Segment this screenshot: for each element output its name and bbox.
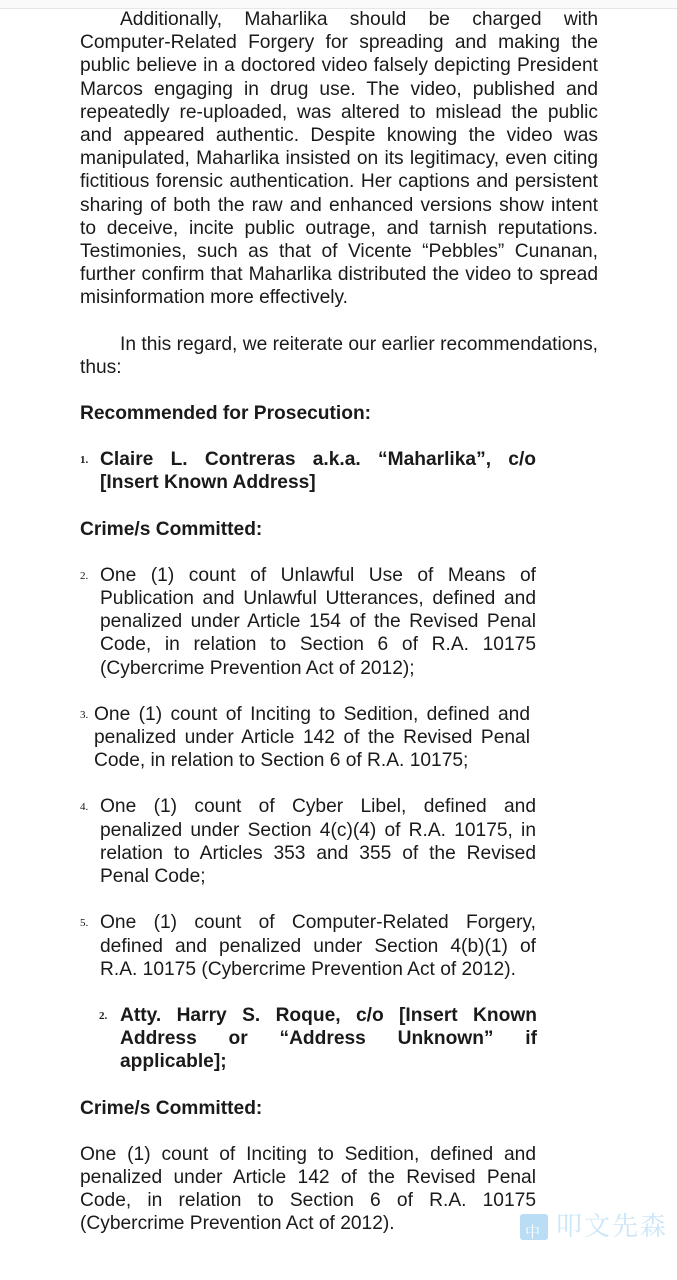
reiterate-paragraph: In this regard, we reiterate our earlier recommendations, thus: [80,333,598,378]
respondent-name: Claire L. Contreras a.k.a. “Maharlika”, c/o [Insert Known Address] [100,449,536,494]
crime-text: One (1) count of Inciting to Sedition, defined and penalized under Article 142 of the Revised Penal Code, in relation to Section 6 of R.A. 10175; [94,703,530,772]
forgery-paragraph: Additionally, Maharlika should be charged with Computer-Related Forgery for spreading and making the public believe in a doctored video falsely depicting President Marcos engaging in drug use. The video, published and repeatedly re-uploaded, was altered to mislead the public and appeared authentic. Despite knowing the video was manipulated, Maharlika insisted on its legitimacy, even citing fictitious forensic authentication. Her captions and persistent sharing of both the raw and enhanced versions show intent to deceive, incite public outrage, and tarnish reputations. Testimonies, such as that of Vicente “Pebbles” Cunanan, further confirm that Maharlika distributed the video to spread misinformation more effectively. [80,9,598,309]
crime-text: One (1) count of Computer-Related Forgery, defined and penalized under Section 4(b)(1) of R.A. 10175 (Cybercrime Prevention Act of 2012). [100,912,536,980]
crime-text: One (1) count of Cyber Libel, defined and penalized under Section 4(c)(4) of R.A. 10175, in relation to Articles 353 and 355 of the Revised Penal Code; [100,796,536,888]
crime-item [80,564,536,680]
crime-text: One (1) count of Unlawful Use of Means of Publication and Unlawful Utterances, defined and penalized under Article 154 of the Revised Penal Code, in relation to Section 6 of R.A. 10175 (Cybercrime Prevention Act of 2012); [100,564,536,679]
respondent-item [99,1004,537,1074]
list-number: 1. [80,454,89,467]
crimes-heading: Crime/s Committed: [80,518,263,540]
watermark [520,1210,668,1244]
list-number: 3. [80,708,89,721]
watermark-text: 叩文先森 [556,1212,669,1242]
watermark-logo-icon [520,1214,548,1240]
list-number: 5. [80,917,89,930]
crime-item [80,703,530,773]
respondent-item [80,448,536,494]
list-number: 2. [99,1009,108,1022]
document-page [80,8,598,1236]
crimes-heading: Crime/s Committed: [80,1097,263,1119]
watermark-glyph: 中 [525,1223,541,1241]
crime-item [80,911,536,981]
crime-paragraph: One (1) count of Inciting to Sedition, defined and penalized under Article 142 of the Revised Penal Code, in relation to Section 6 of R.A. 10175 (Cybercrime Prevention Act of 2012). [80,1143,536,1235]
respondent-name: Atty. Harry S. Roque, c/o [Insert Known Address or “Address Unknown” if applicable]; [120,1004,537,1073]
crime-item [80,795,536,888]
list-number: 4. [80,801,89,814]
list-number: 2. [80,569,89,582]
prosecution-heading: Recommended for Prosecution: [80,403,372,425]
